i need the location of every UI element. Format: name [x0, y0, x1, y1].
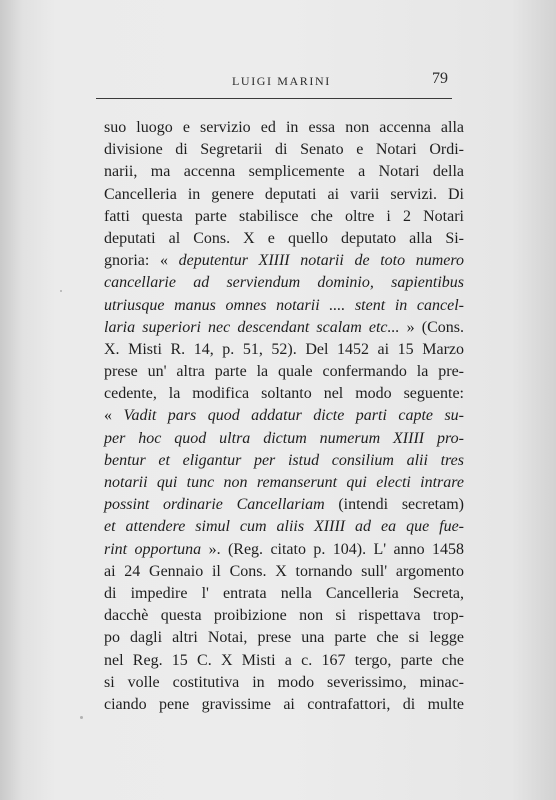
italic-quote-segment: utriusque manus omnes notarii .... stent in cancel-: [104, 296, 464, 314]
italic-quote-segment: bentur et eligantur per istud consilium alii tres: [104, 451, 464, 469]
text-line: [104, 650, 464, 672]
text-segment: nel Reg. 15 C. X Misti a c. 167 tergo, parte che: [104, 651, 464, 669]
text-line: [104, 672, 464, 694]
text-line: [104, 317, 464, 339]
italic-quote-segment: per hoc quod ultra dictum numerum XIIII pro-: [104, 429, 464, 447]
text-segment: deputati al Cons. X e quello deputato alla Si-: [104, 229, 464, 247]
text-line: [104, 561, 464, 583]
paper-speck: [60, 290, 62, 292]
text-line: [104, 161, 464, 183]
text-line: [104, 383, 464, 405]
italic-quote-segment: Vadit pars quod addatur dicte parti capte su-: [123, 407, 464, 425]
running-head: LUIGI MARINI: [232, 74, 331, 88]
text-line: [104, 117, 464, 139]
text-segment: » (Cons.: [399, 318, 464, 336]
text-line: [104, 405, 464, 427]
text-segment: po dagli altri Notai, prese una parte che si legge: [104, 629, 464, 647]
text-line: [104, 450, 464, 472]
page-number: 79: [432, 70, 448, 87]
italic-quote-segment: cancellarie ad serviendum dominio, sapientibus: [104, 274, 464, 292]
text-segment: gnoria: «: [104, 252, 179, 270]
italic-quote-segment: deputentur XIIII notarii de toto numero: [178, 252, 465, 270]
text-segment: (intendi secretam): [324, 496, 464, 514]
page-header: [96, 70, 452, 94]
text-line: [104, 627, 464, 649]
text-segment: ai 24 Gennaio il Cons. X tornando sull' argomento: [104, 562, 464, 580]
text-line: [104, 361, 464, 383]
italic-quote-segment: notarii qui tunc non remanserunt qui electi intrare: [104, 474, 464, 491]
text-line: [104, 184, 464, 206]
text-segment: fatti questa parte stabilisce che oltre i 2 Notari: [104, 207, 464, 225]
body-text: [104, 117, 464, 716]
paper-speck: [80, 716, 83, 719]
italic-quote-segment: rint opportuna: [104, 540, 202, 558]
text-line: [104, 250, 464, 272]
text-segment: divisione di Segretarii di Senato e Notari Ordi-: [104, 141, 464, 159]
text-line: [104, 339, 464, 361]
text-segment: ciando pene gravissime ai contrafattori, di multe: [104, 695, 464, 713]
text-line: [104, 139, 464, 161]
text-line: [104, 206, 464, 228]
text-line: [104, 605, 464, 627]
text-segment: prese un' altra parte la quale confermando la pre-: [104, 363, 464, 381]
italic-quote-segment: et attendere simul cum aliis XIIII ad ea que fue-: [104, 518, 464, 536]
text-segment: X. Misti R. 14, p. 51, 52). Del 1452 ai 15 Marzo: [104, 340, 464, 358]
text-segment: «: [104, 407, 124, 425]
text-segment: narii, ma accenna semplicemente a Notari della: [104, 163, 464, 181]
text-line: [104, 472, 464, 494]
text-segment: Cancelleria in genere deputati ai varii servizi. Di: [104, 185, 464, 203]
text-line: [104, 272, 464, 294]
text-segment: suo luogo e servizio ed in essa non accenna alla: [104, 119, 464, 136]
text-line: [104, 228, 464, 250]
text-line: [104, 295, 464, 317]
italic-quote-segment: possint ordinarie Cancellariam: [104, 496, 325, 514]
text-segment: cedente, la modifica soltanto nel modo seguente:: [104, 385, 464, 403]
text-segment: si volle costitutiva in modo severissimo, minac-: [104, 673, 464, 691]
text-line: [104, 583, 464, 605]
text-line: [104, 494, 464, 516]
text-segment: dacchè questa proibizione non si rispettava trop-: [104, 607, 464, 625]
text-segment: di impedire l' entrata nella Cancelleria Secreta,: [104, 584, 464, 602]
text-line: [104, 539, 464, 561]
text-segment: ». (Reg. citato p. 104). L' anno 1458: [201, 540, 464, 558]
header-rule: [96, 98, 452, 99]
text-line: [104, 428, 464, 450]
italic-quote-segment: laria superiori nec descendant scalam etc...: [104, 318, 400, 336]
text-line: [104, 694, 464, 716]
text-line: [104, 516, 464, 538]
